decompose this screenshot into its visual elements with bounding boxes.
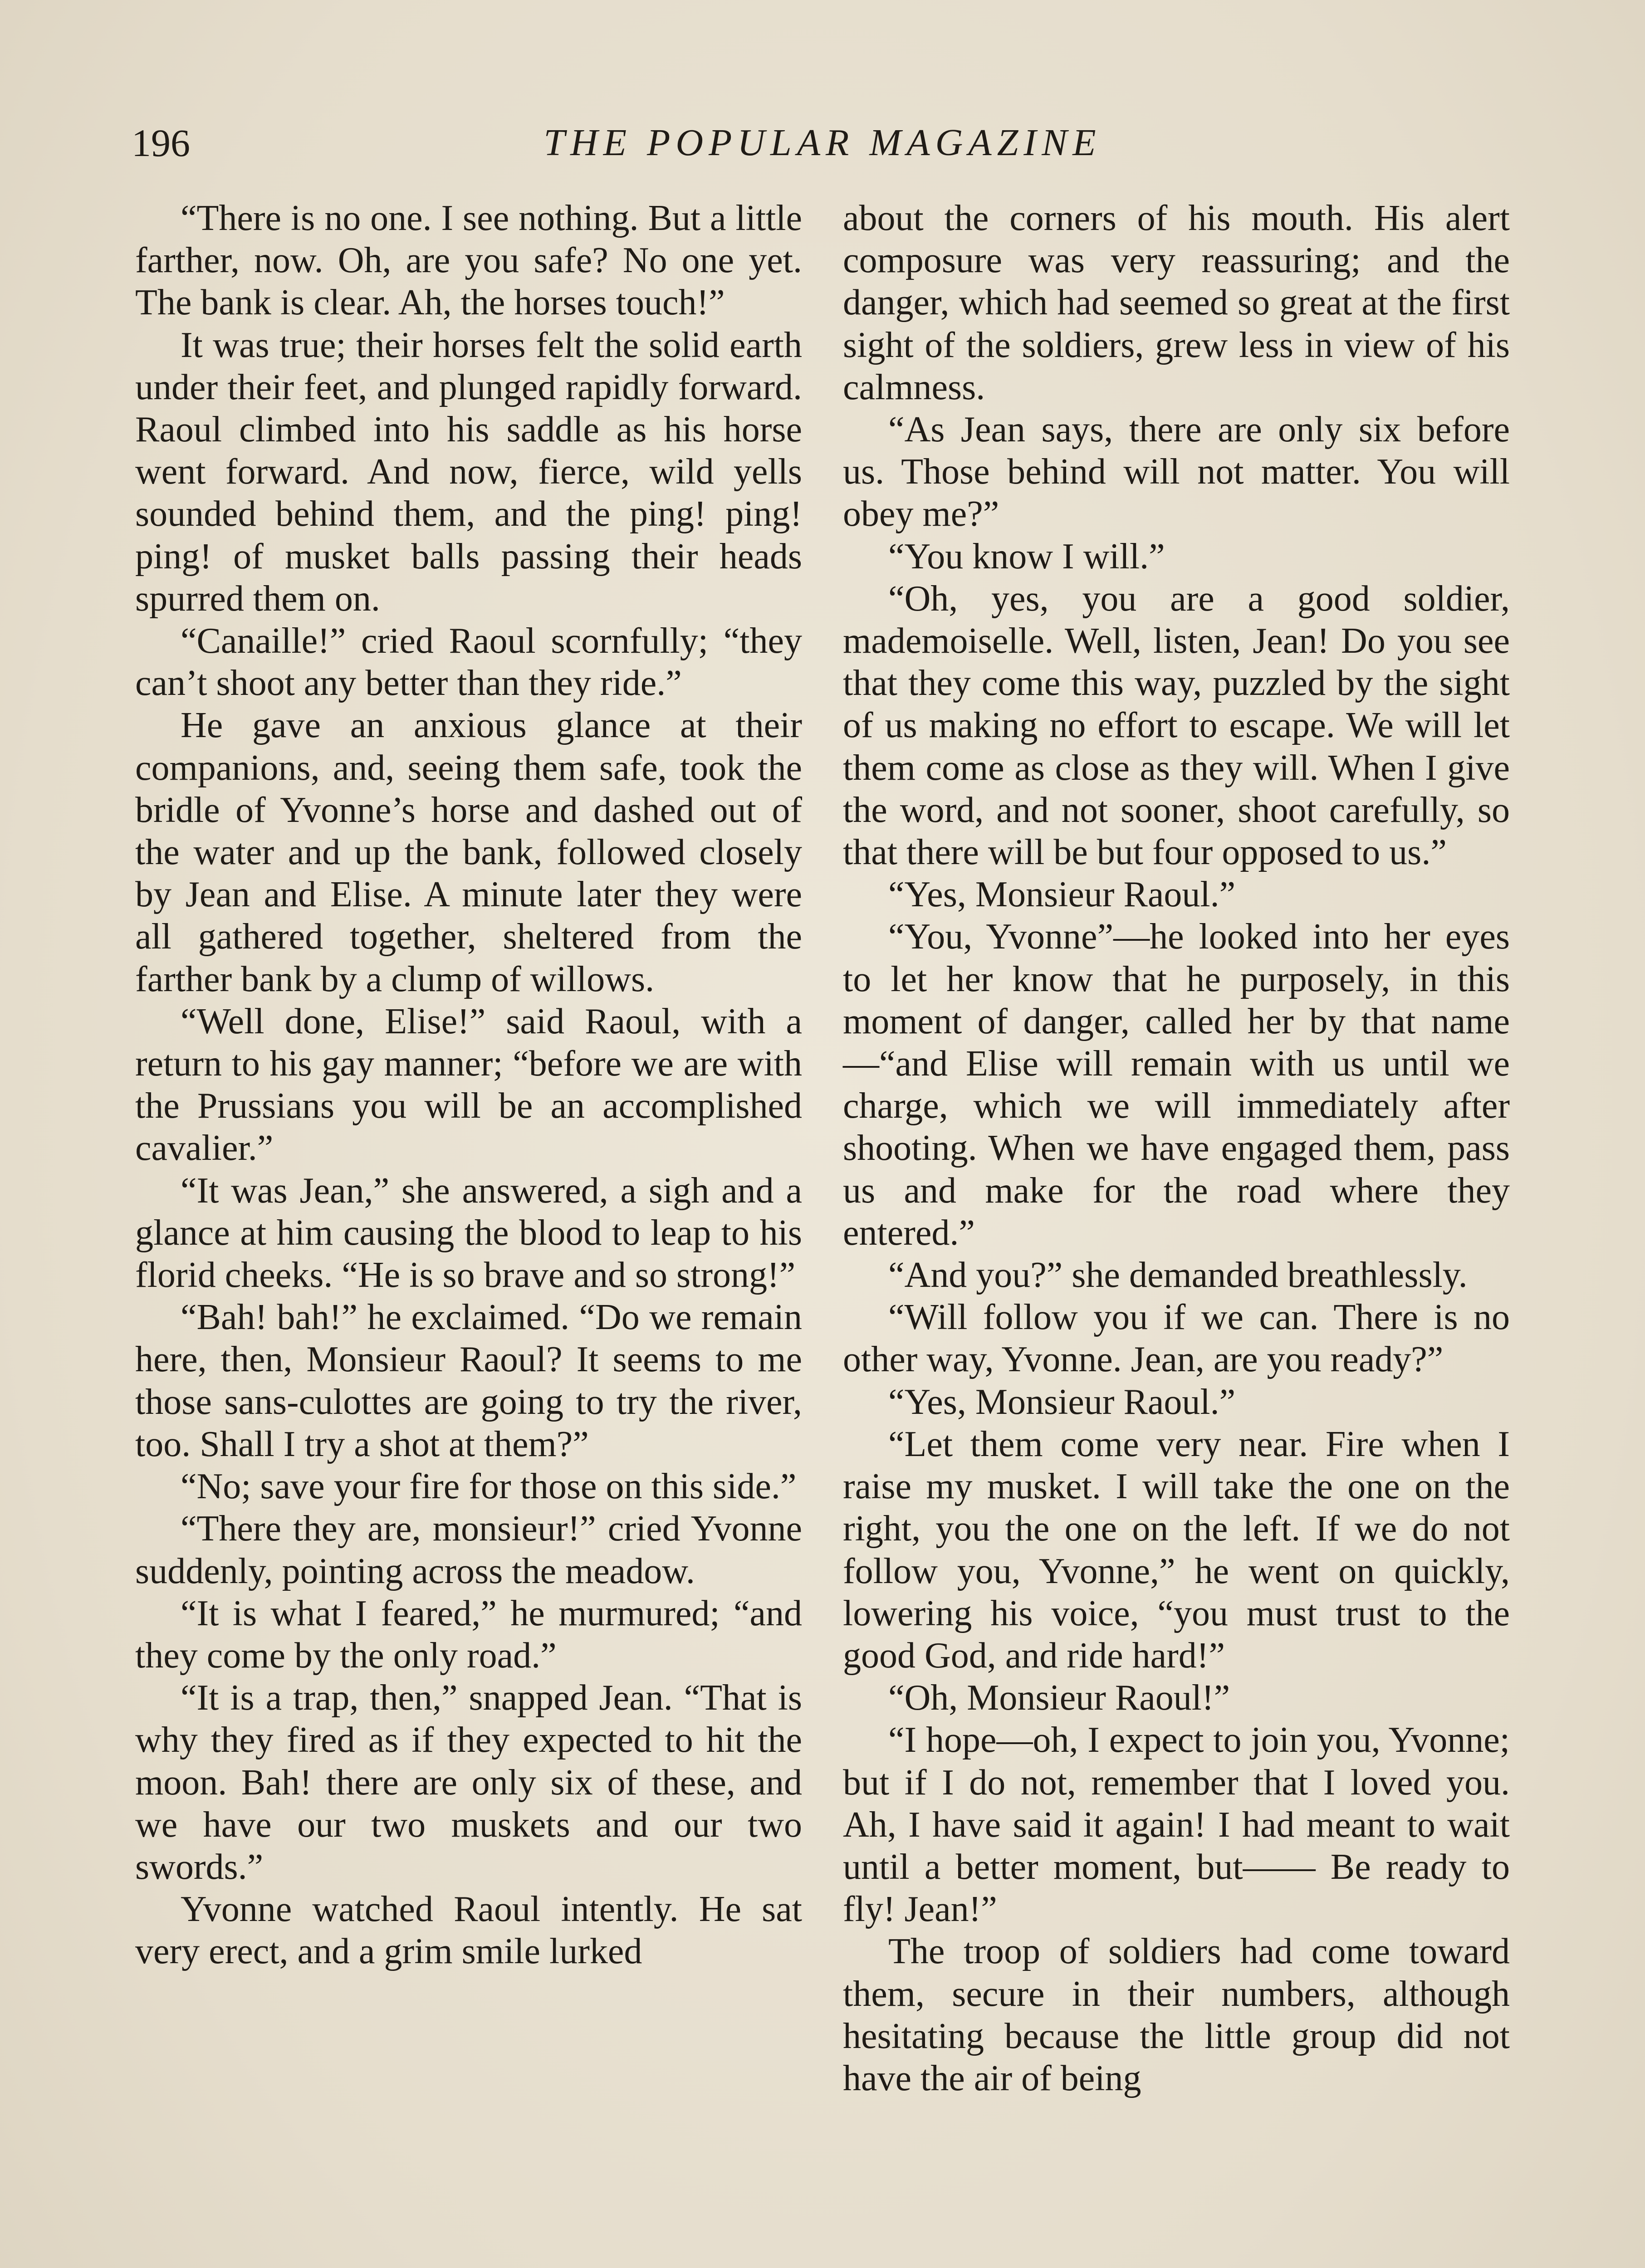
paragraph: “As Jean says, there are only six before us. Those behind will not matter. You will obey me?” xyxy=(843,410,1510,534)
paragraph: “There they are, monsieur!” cried Yvonne suddenly, pointing across the meadow. xyxy=(135,1509,802,1591)
paragraph: He gave an anxious glance at their companions, and, seeing them safe, took the bridle of Yvonne’s horse and dashed out of the water and up the bank, followed closely by Jean and Elise. A minute later they were all gathered together, sheltered from the farther bank by a clump of willows. xyxy=(135,705,802,999)
paragraph: Yvonne watched Raoul intently. He sat very erect, and a grim smile lurked xyxy=(135,1889,802,1972)
paragraph: “No; save your fire for those on this side.” xyxy=(181,1466,797,1507)
paragraph: “It was Jean,” she answered, a sigh and a glance at him causing the blood to leap to his florid cheeks. “He is so brave and so strong!” xyxy=(135,1170,802,1295)
paragraph: The troop of soldiers had come toward them, secure in their numbers, although hesitating because the little group did not have the air of being xyxy=(843,1931,1510,2098)
paragraph: “Yes, Monsieur Raoul.” xyxy=(888,875,1236,915)
paragraph: “It is a trap, then,” snapped Jean. “That is why they fired as if they expected to hit the moon. Bah! there are only six of these, and we have our two muskets and our two swords.” xyxy=(135,1678,802,1887)
paragraph: “And you?” she demanded breathlessly. xyxy=(888,1255,1468,1295)
page-number: 196 xyxy=(132,121,190,165)
page-header xyxy=(132,116,1513,170)
continued-paragraph: about the corners of his mouth. His alert composure was very reassuring; and the danger, which had seemed so great at the first sight of the soldiers, grew less in view of his calmness. xyxy=(843,198,1510,407)
paragraph: “Well done, Elise!” said Raoul, with a return to his gay manner; “before we are with the Prussians you will be an accomplished cavalier.” xyxy=(135,1001,802,1168)
paragraph: “You know I will.” xyxy=(888,536,1165,577)
paragraph: “Let them come very near. Fire when I raise my musket. I will take the one on the right, you the one on the left. If we do not follow you, Yvonne,” he went on quickly, lowering his voice, “you must trust to the good God, and ride hard!” xyxy=(843,1424,1510,1676)
paragraph: “Canaille!” cried Raoul scornfully; “they can’t shoot any better than they ride.” xyxy=(135,621,802,704)
left-column xyxy=(135,197,802,1973)
paragraph: “Oh, yes, you are a good soldier, mademoiselle. Well, listen, Jean! Do you see that they come this way, puzzled by the sight of us making no effort to escape. We will let them come as close as they will. When I give the word, and not sooner, shoot carefully, so that there will be but four opposed to us.” xyxy=(843,578,1510,873)
paragraph: “Will follow you if we can. There is no other way, Yvonne. Jean, are you ready?” xyxy=(843,1297,1510,1380)
paragraph: “Yes, Monsieur Raoul.” xyxy=(888,1382,1236,1422)
paragraph: “Oh, Monsieur Raoul!” xyxy=(888,1678,1230,1718)
paragraph: “It is what I feared,” he murmured; “and they come by the only road.” xyxy=(135,1593,802,1676)
right-column xyxy=(843,197,1510,2100)
running-title: THE POPULAR MAGAZINE xyxy=(543,122,1102,164)
paragraph: “There is no one. I see nothing. But a little farther, now. Oh, are you safe? No one yet. The bank is clear. Ah, the horses touch!” xyxy=(135,198,802,323)
paragraph: “Bah! bah!” he exclaimed. “Do we remain here, then, Monsieur Raoul? It seems to me those sans-culottes are going to try the river, too. Shall I try a shot at them?” xyxy=(135,1297,802,1464)
paragraph: It was true; their horses felt the solid earth under their feet, and plunged rapidly forward. Raoul climbed into his saddle as his horse went forward. And now, fierce, wild yells sounded behind them, and the ping! ping! ping! of musket balls passing their heads spurred them on. xyxy=(135,325,802,619)
paragraph: “You, Yvonne”—he looked into her eyes to let her know that he purposely, in this moment of danger, called her by that name—“and Elise will remain with us until we charge, which we will immediately after shooting. When we have engaged them, pass us and make for the road where they entered.” xyxy=(843,917,1510,1253)
paragraph: “I hope—oh, I expect to join you, Yvonne; but if I do not, remember that I loved you. Ah, I have said it again! I had meant to wait until a better moment, but—— Be ready to fly! Jean!” xyxy=(843,1720,1510,1930)
